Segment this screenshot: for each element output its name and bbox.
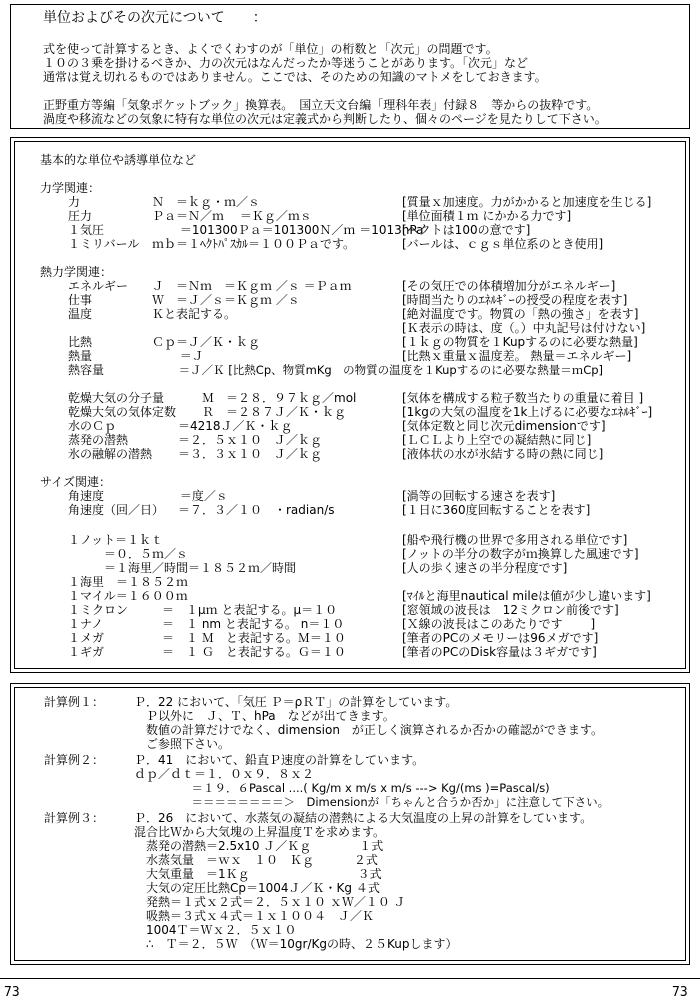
unit-def: Ｗ ＝Ｊ／ｓ＝Ｋｇｍ ／ｓ bbox=[152, 293, 300, 307]
unit-name: 角速度（回／日） bbox=[68, 503, 165, 517]
section-title: サイズ関連： bbox=[40, 475, 112, 489]
unit-note: [気体定数と同じ次元dimensionです] bbox=[402, 419, 606, 433]
unit-def: ＝ １ Ｇ と表記する。Ｇ＝１０ bbox=[162, 645, 346, 659]
example-line: ＝＝＝＝＝＝＝＝＞ Dimensionが「ちゃんと合うか否か」に注意して下さい。 bbox=[134, 795, 610, 809]
unit-name: 仕事 bbox=[68, 293, 93, 307]
unit-name: １ノット＝１ｋｔ bbox=[68, 533, 164, 547]
unit-def: ＝度／ｓ bbox=[152, 489, 228, 503]
unit-note: [ﾏｲﾙと海里nautical mileは値が少し違います] bbox=[402, 589, 651, 603]
unit-def: ＝4218Ｊ／Ｋ・ｋｇ bbox=[178, 419, 293, 433]
unit-name: 熱量 bbox=[68, 349, 93, 363]
page-number-right: 73 bbox=[672, 985, 688, 1000]
unit-def: Ｋと表記する。 bbox=[152, 307, 237, 321]
intro-title: 単位およびその次元について ： bbox=[43, 10, 267, 26]
example-line: 吸熱＝３式ｘ４式＝１ｘ１００４ Ｊ／Ｋ bbox=[134, 909, 375, 923]
unit-name: 水のＣｐ bbox=[68, 419, 117, 433]
unit-def: ｍｂ＝１ﾍｸﾄﾊﾟｽｶﾙ＝１００Ｐａです。 bbox=[152, 237, 356, 251]
unit-note: [比熱ｘ重量ｘ温度差。 熱量＝エネルギー] bbox=[402, 349, 632, 363]
intro-line: 式を使って計算するとき、よくでくわすのが「単位」の桁数と「次元」の問題です。 bbox=[43, 42, 498, 56]
footer-rule bbox=[0, 978, 700, 979]
unit-note: [時間当たりのｴﾈﾙｷﾞｰの授受の程度を表す] bbox=[402, 293, 628, 307]
unit-name: エネルギー bbox=[68, 279, 129, 293]
unit-name: 温度 bbox=[68, 307, 93, 321]
unit-note: [単位面積１ｍ にかかる力です] bbox=[402, 209, 572, 223]
page-number-left: 73 bbox=[4, 985, 20, 1000]
unit-name: １ギガ bbox=[68, 645, 105, 659]
example-line: Ｐ．41 において、鉛直Ｐ速度の計算をしています。 bbox=[134, 753, 425, 767]
intro-line: １０の３乗を掛けるべきか、力の次元はなんだったか等迷うことがあります。「次元」など bbox=[43, 56, 529, 70]
unit-def: Ｎ ＝ｋｇ・ｍ／ｓ bbox=[152, 195, 261, 209]
unit-def: ＝ １ Ｍ と表記する。Ｍ＝１０ bbox=[162, 631, 346, 645]
example-line: 大気の定圧比熱Cp＝1004Ｊ／Ｋ・Kg ４式 bbox=[134, 881, 380, 895]
unit-def: ＝Ｊ bbox=[152, 349, 204, 363]
unit-name: ＝１海里／時間＝１８５２ｍ／時間 bbox=[68, 561, 297, 575]
unit-note: [ノットの半分の数字がｍ換算した風速です] bbox=[402, 547, 639, 561]
example-line: 発熱＝１式ｘ２式＝２．５ｘ１０ ｘＷ／１０ Ｊ bbox=[134, 895, 406, 909]
unit-note: [窓領域の波長は 12ミクロン前後です] bbox=[402, 603, 619, 617]
unit-name: １マイル＝１６００ｍ bbox=[68, 589, 188, 603]
unit-name: １海里 ＝１８５２ｍ bbox=[68, 575, 189, 589]
unit-def: ＝Ｊ／Ｋ [比熱Cp、物質mKg の物質の温度を１Kupするのに必要な熱量＝ｍCp] bbox=[152, 363, 604, 377]
unit-name: 熱容量 bbox=[68, 363, 105, 377]
unit-name: １気圧 bbox=[68, 223, 105, 237]
example-line: 蒸発の潜熱＝2.5x10 Ｊ／Ｋｇ １式 bbox=[134, 839, 384, 853]
unit-name: １メガ bbox=[68, 631, 105, 645]
unit-def: ＝２．５ｘ１０ Ｊ／ｋｇ bbox=[178, 433, 323, 447]
unit-note: [筆者のPCのDisk容量は３ギガです] bbox=[402, 645, 597, 659]
example-line: 数値の計算だけでなく、dimension が正しく演算されるか否かの確認ができます。 bbox=[134, 723, 603, 737]
unit-note: [１ｋｇの物質を１Kupするのに必要な熱量] bbox=[402, 335, 638, 349]
example-line: 水蒸気量 ＝ｗｘ １０ Ｋｇ ２式 bbox=[134, 853, 378, 867]
units-heading: 基本的な単位や誘導単位など bbox=[40, 153, 197, 167]
unit-name: 角速度 bbox=[68, 489, 105, 503]
unit-note: [質量ｘ加速度。力がかかると加速度を生じる] bbox=[402, 195, 652, 209]
unit-def: ＝３．３ｘ１０ Ｊ／ｋｇ bbox=[178, 447, 323, 461]
unit-note: [Ｋ表示の時は、度（。）中丸記号は付けない] bbox=[402, 321, 646, 335]
intro-line: 正野重方等編「気象ポケットブック」換算表。 国立天文台編「理科年表」付録８ 等からの抜粋です。 bbox=[43, 98, 599, 112]
unit-def: Ｊ ＝Ｎｍ ＝Ｋｇｍ ／ｓ ＝Ｐａｍ bbox=[152, 279, 352, 293]
unit-name: 力 bbox=[68, 195, 81, 209]
example-line: ∴ Ｔ＝２．５Ｗ （Ｗ＝10gr/Kgの時、２５Kupします） bbox=[134, 937, 458, 951]
unit-name: 圧力 bbox=[68, 209, 93, 223]
unit-note: [Ｘ線の波長はこのあたりです ] bbox=[402, 617, 596, 631]
unit-def: Ｃｐ＝Ｊ／Ｋ・ｋｇ bbox=[152, 335, 261, 349]
unit-name: 乾燥大気の気体定数 bbox=[68, 405, 177, 419]
example-line: 混合比Ｗから大気塊の上昇温度Ｔを求めます。 bbox=[134, 825, 386, 839]
example-line: ｄｐ／ｄｔ＝１．０ｘ９．８ｘ２ bbox=[134, 767, 315, 781]
unit-note: [人の歩く速さの半分程度です] bbox=[402, 561, 568, 575]
intro-line: 通常は覚え切れるものではありません。ここでは、そのための知識のマトメをしておきます。 bbox=[43, 70, 547, 84]
example-line: 1004Ｔ＝Ｗｘ２．５ｘ１０ bbox=[134, 923, 297, 937]
unit-note: [1kgの大気の温度を1k上げるに必要なｴﾈﾙｷﾞｰ] bbox=[402, 405, 653, 419]
example-line: ＝１９．６Pascal ....( Kg/m x m/s x m/s ---> Kg/(ms )=Pascal/s) bbox=[134, 781, 550, 795]
unit-note: [絶対温度です。物質の「熱の強さ」を表す] bbox=[402, 307, 639, 321]
example-line: Ｐ．26 において、水蒸気の凝結の潜熱による大気温度の上昇の計算をしています。 bbox=[134, 811, 593, 825]
unit-note: [その気圧での体積増加分がエネルギー] bbox=[402, 279, 616, 293]
unit-def: ＝７．３／１０ ・radian/s bbox=[178, 503, 335, 517]
example-label: 計算例３： bbox=[44, 811, 105, 825]
unit-def: ＝ １μｍ と表記する。μ＝１０ bbox=[162, 603, 338, 617]
unit-note: [ヘクトは100の意です] bbox=[402, 223, 531, 237]
unit-note: [バールは、ｃｇｓ単位系のとき使用] bbox=[402, 237, 604, 251]
unit-name: １ミクロン bbox=[68, 603, 129, 617]
example-line: Ｐ．22 において、「気圧 Ｐ＝ρＲＴ」の計算をしています。 bbox=[134, 695, 458, 709]
example-line: Ｐ以外に Ｊ、Ｔ、hPa などが出てきます。 bbox=[134, 709, 395, 723]
unit-def: Ｒ ＝２８７Ｊ／Ｋ・ｋｇ bbox=[202, 405, 347, 419]
unit-note: [船や飛行機の世界で多用される単位です] bbox=[402, 533, 628, 547]
unit-name: １ミリバール bbox=[68, 237, 140, 251]
unit-name: 蒸発の潜熱 bbox=[68, 433, 129, 447]
unit-name: 氷の融解の潜熱 bbox=[68, 447, 153, 461]
unit-note: [１日に360度回転することを表す] bbox=[402, 503, 591, 517]
section-title: 熱力学関連： bbox=[40, 265, 113, 279]
unit-note: [液体状の水が氷結する時の熱に同じ] bbox=[402, 447, 604, 461]
unit-note: [ＬＣＬより上空での凝結熱に同じ] bbox=[402, 433, 592, 447]
unit-name: ＝０．５ｍ／ｓ bbox=[68, 547, 189, 561]
section-title: 力学関連： bbox=[40, 181, 101, 195]
unit-note: [気体を構成する粒子数当たりの重量に着目 ] bbox=[402, 391, 644, 405]
unit-def: ＝ １ nm と表記する。 n＝１０ bbox=[162, 617, 345, 631]
unit-def: ＝101300Ｐａ＝101300Ｎ／ｍ ＝1013hPa bbox=[152, 223, 424, 237]
unit-def: Ｍ ＝２８．９７ｋｇ／mol bbox=[202, 391, 357, 405]
intro-line: 渦度や移流などの気象に特有な単位の次元は定義式から判断したり、個々のページを見たりして下さい。 bbox=[43, 112, 607, 126]
example-line: 大気重量 ＝1Ｋｇ ３式 bbox=[134, 867, 382, 881]
intro-box bbox=[10, 4, 690, 129]
unit-def: Ｐａ＝Ｎ／ｍ ＝Ｋｇ／ｍｓ bbox=[152, 209, 312, 223]
unit-name: １ナノ bbox=[68, 617, 104, 631]
unit-name: 比熱 bbox=[68, 335, 93, 349]
example-label: 計算例１： bbox=[44, 695, 105, 709]
example-line: ご参照下さい。 bbox=[134, 737, 231, 751]
unit-note: [渦等の回転する速さを表す] bbox=[402, 489, 556, 503]
example-label: 計算例２： bbox=[44, 753, 105, 767]
unit-note: [筆者のPCのメモリーは96メガです] bbox=[402, 631, 599, 645]
unit-name: 乾燥大気の分子量 bbox=[68, 391, 165, 405]
